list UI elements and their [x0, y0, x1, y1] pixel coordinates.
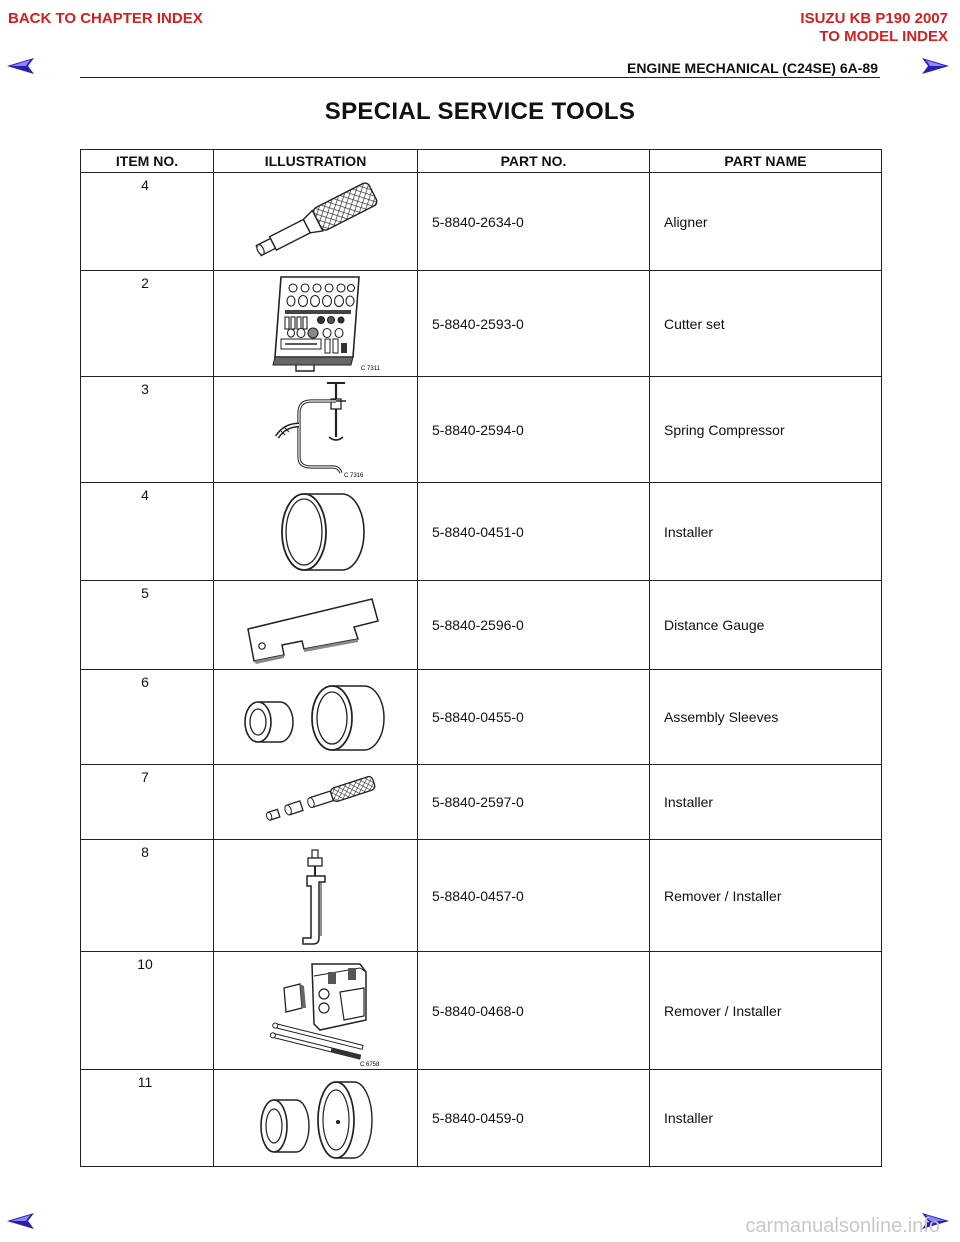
item-number: 11 — [137, 1074, 153, 1090]
previous-page-arrow-icon[interactable] — [6, 57, 36, 75]
back-to-chapter-index-link[interactable]: BACK TO CHAPTER INDEX — [8, 10, 203, 27]
part-number: 5-8840-0468-0 — [418, 952, 650, 1070]
part-name: Installer — [650, 765, 882, 840]
part-number: 5-8840-2634-0 — [418, 173, 650, 271]
item-number: 3 — [141, 381, 149, 397]
column-header: PART NAME — [650, 150, 882, 173]
part-number: 5-8840-2596-0 — [418, 581, 650, 670]
part-name: Distance Gauge — [650, 581, 882, 670]
illustration-caption: C 7311 — [360, 365, 380, 372]
watermark: carmanualsonline.info — [745, 1215, 940, 1237]
spring-compressor-icon — [241, 379, 391, 481]
cutter-set-icon — [241, 273, 391, 375]
illustration-caption: C 6758 — [359, 1061, 379, 1068]
table-row — [81, 1070, 882, 1167]
table-row — [81, 840, 882, 952]
part-name: Spring Compressor — [650, 377, 882, 483]
part-name: Cutter set — [650, 271, 882, 377]
installer-cups-icon — [236, 1072, 396, 1164]
table-row — [81, 271, 882, 377]
model-title[interactable]: ISUZU KB P190 2007 — [800, 10, 948, 27]
column-header: ILLUSTRATION — [214, 150, 418, 173]
part-number: 5-8840-0451-0 — [418, 483, 650, 581]
item-number: 5 — [141, 585, 149, 601]
to-model-index-label[interactable]: TO MODEL INDEX — [819, 28, 948, 45]
next-page-arrow-icon[interactable] — [920, 57, 950, 75]
part-name: Installer — [650, 483, 882, 581]
part-number: 5-8840-0457-0 — [418, 840, 650, 952]
item-number: 10 — [137, 956, 153, 972]
part-number: 5-8840-0459-0 — [418, 1070, 650, 1167]
table-row — [81, 173, 882, 271]
header-divider — [80, 77, 880, 78]
table-row — [81, 483, 882, 581]
distance-gauge-icon — [236, 583, 396, 667]
part-name: Remover / Installer — [650, 952, 882, 1070]
item-number: 2 — [141, 275, 149, 291]
column-header: PART NO. — [418, 150, 650, 173]
part-name: Aligner — [650, 173, 882, 271]
part-name: Installer — [650, 1070, 882, 1167]
part-name: Remover / Installer — [650, 840, 882, 952]
table-row — [81, 377, 882, 483]
item-number: 8 — [141, 844, 149, 860]
part-name: Assembly Sleeves — [650, 670, 882, 765]
remover-installer-hook-icon — [241, 842, 391, 950]
part-number: 5-8840-2594-0 — [418, 377, 650, 483]
aligner-tool-icon — [246, 176, 386, 268]
installer-sleeve-icon — [246, 486, 386, 578]
item-number: 6 — [141, 674, 149, 690]
item-number: 7 — [141, 769, 149, 785]
model-index-link[interactable] — [800, 10, 948, 46]
special-tools-table — [80, 149, 882, 1167]
installer-drift-icon — [241, 767, 391, 837]
table-row — [81, 952, 882, 1070]
item-number: 4 — [141, 487, 149, 503]
table-row — [81, 765, 882, 840]
column-header: ITEM NO. — [81, 150, 214, 173]
previous-page-arrow-icon[interactable] — [6, 1212, 36, 1230]
assembly-sleeves-icon — [236, 672, 396, 762]
part-number: 5-8840-2597-0 — [418, 765, 650, 840]
table-row — [81, 581, 882, 670]
item-number: 4 — [141, 177, 149, 193]
table-row — [81, 670, 882, 765]
table-header-row — [81, 150, 882, 173]
part-number: 5-8840-0455-0 — [418, 670, 650, 765]
part-number: 5-8840-2593-0 — [418, 271, 650, 377]
illustration-caption: C 7316 — [343, 472, 363, 479]
remover-installer-kit-icon — [236, 954, 396, 1068]
section-header: ENGINE MECHANICAL (C24SE) 6A-89 — [626, 60, 878, 76]
page-title: SPECIAL SERVICE TOOLS — [324, 98, 636, 125]
